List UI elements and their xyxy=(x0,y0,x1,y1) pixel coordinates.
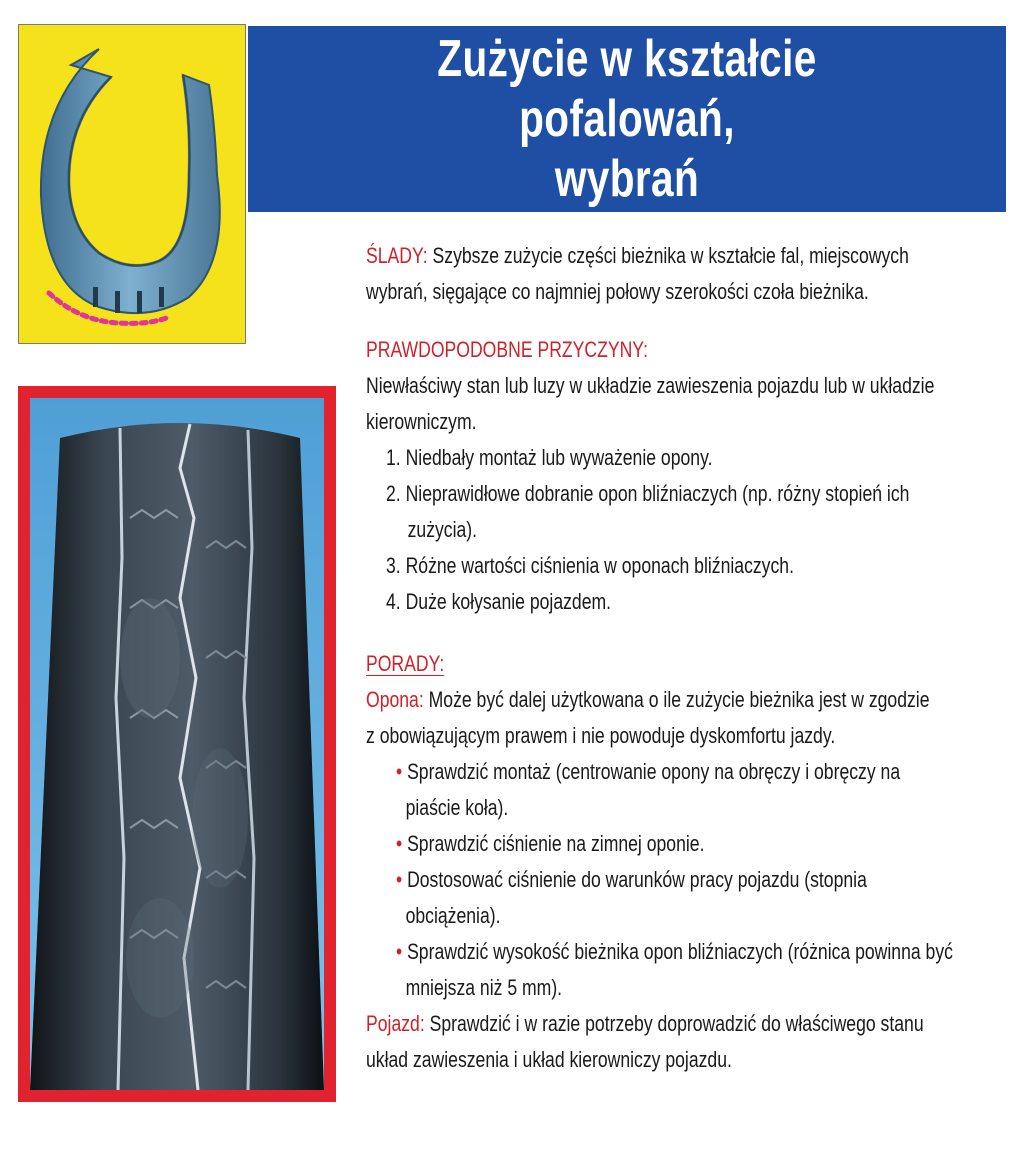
worn-tire-photo xyxy=(30,398,324,1090)
pojazd-label: Pojazd: xyxy=(366,1011,425,1036)
list-item-text: Sprawdzić ciśnienie na zimnej oponie. xyxy=(407,831,705,856)
list-item-text: Dostosować ciśnienie do warunków pracy pojazdu (stopnia xyxy=(407,867,867,892)
tire-photo-frame xyxy=(18,386,336,1102)
list-item xyxy=(366,754,1016,826)
list-item-text-cont: mniejsza niż 5 mm). xyxy=(405,975,563,1000)
slady-label: ŚLADY: xyxy=(366,243,428,268)
list-item-text: Duże kołysanie pojazdem. xyxy=(405,589,612,614)
list-number: 1. xyxy=(386,445,401,470)
bullet-icon: • xyxy=(396,759,403,784)
list-item xyxy=(366,826,1016,862)
list-item-text-cont: piaście koła). xyxy=(405,795,509,820)
slady-section xyxy=(366,238,1016,310)
content-column xyxy=(366,238,1016,1078)
opona-label: Opona: xyxy=(366,687,424,712)
slady-text-line2: wybrań, sięgające co najmniej połowy szerokości czoła bieżnika. xyxy=(366,279,869,304)
list-item xyxy=(366,584,1016,620)
slady-text-line1: Szybsze zużycie części bieżnika w kształcie fal, miejscowych xyxy=(427,243,909,268)
opona-text-line1: Może być dalej użytkowana o ile zużycie bieżnika jest w zgodzie xyxy=(423,687,930,712)
tire-cross-section-icon xyxy=(19,25,245,343)
przyczyny-list xyxy=(366,440,1016,620)
opona-text-line2: z obowiązującym prawem i nie powoduje dyskomfortu jazdy. xyxy=(366,723,836,748)
list-item-text: Sprawdzić montaż (centrowanie opony na obręczy i obręczy na xyxy=(407,759,901,784)
bullet-icon: • xyxy=(396,867,403,892)
list-item-text: Niedbały montaż lub wyważenie opony. xyxy=(405,445,713,470)
list-number: 3. xyxy=(386,553,401,578)
pojazd-text-line2: układ zawieszenia i układ kierowniczy pojazdu. xyxy=(366,1047,732,1072)
przyczyny-intro-line2: kierowniczym. xyxy=(366,409,477,434)
porady-heading: PORADY: xyxy=(366,651,445,676)
tire-cross-section-diagram xyxy=(18,24,246,344)
list-item xyxy=(366,440,1016,476)
przyczyny-heading: PRAWDOPODOBNE PRZYCZYNY: xyxy=(366,337,648,362)
page-title: Zużycie w kształcie pofalowań, wybrań xyxy=(437,30,817,208)
title-banner xyxy=(248,26,1006,212)
list-item xyxy=(366,548,1016,584)
przyczyny-intro-line1: Niewłaściwy stan lub luzy w układzie zawieszenia pojazdu lub w układzie xyxy=(366,373,935,398)
list-item-text-cont: zużycia). xyxy=(407,517,478,542)
przyczyny-section xyxy=(366,332,1016,620)
list-number: 4. xyxy=(386,589,401,614)
list-item-text-cont: obciążenia). xyxy=(405,903,501,928)
list-item xyxy=(366,476,1016,548)
pojazd-text-line1: Sprawdzić i w razie potrzeby doprowadzić do właściwego stanu xyxy=(424,1011,924,1036)
list-item-text: Nieprawidłowe dobranie opon bliźniaczych (np. różny stopień ich xyxy=(405,481,910,506)
bullet-icon: • xyxy=(396,831,403,856)
porady-section xyxy=(366,646,1016,1078)
list-item-text: Sprawdzić wysokość bieżnika opon bliźniaczych (różnica powinna być xyxy=(407,939,953,964)
list-item xyxy=(366,934,1016,1006)
list-number: 2. xyxy=(386,481,401,506)
bullet-icon: • xyxy=(396,939,403,964)
list-item xyxy=(366,862,1016,934)
list-item-text: Różne wartości ciśnienia w oponach bliźniaczych. xyxy=(405,553,794,578)
porady-bullet-list xyxy=(366,754,1016,1006)
